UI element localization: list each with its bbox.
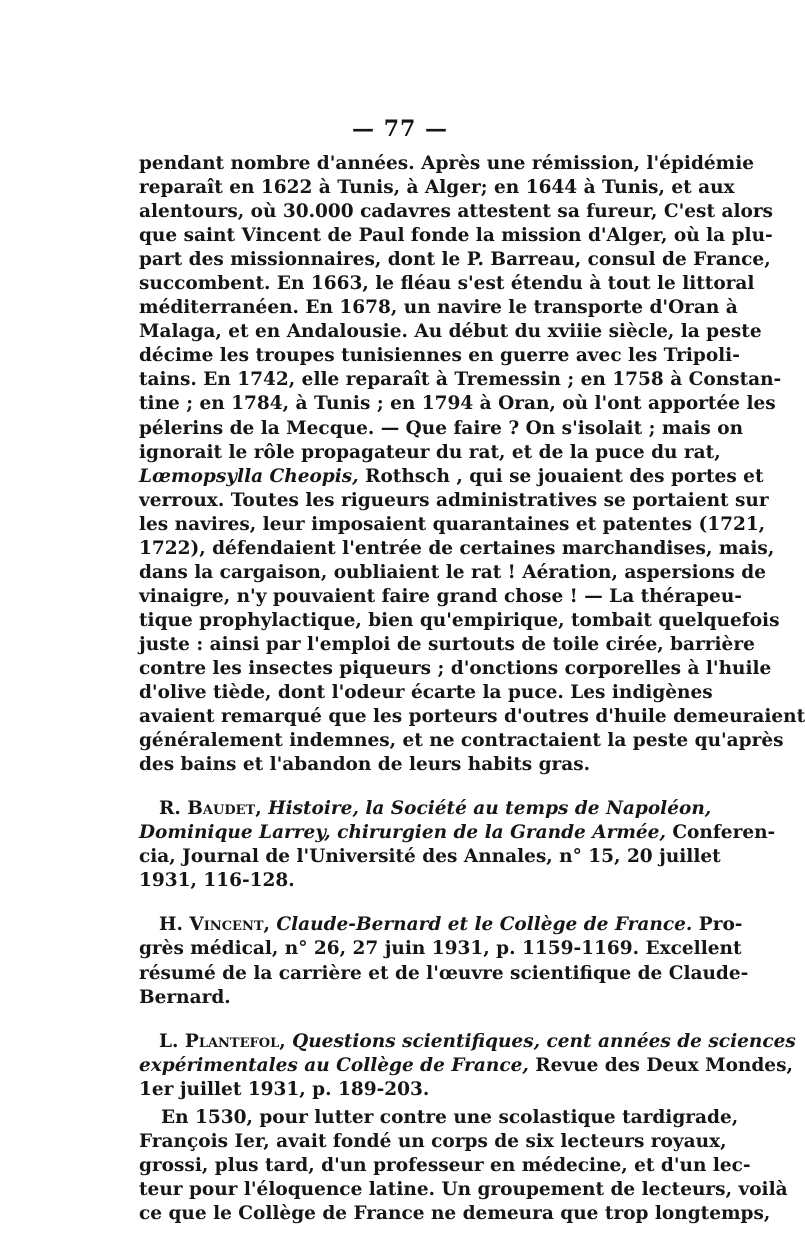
- text-line: pendant nombre d'années. Après une rémission, l'épidémie: [139, 153, 755, 174]
- text-line: grossi, plus tard, d'un professeur en médecine, et d'un lec-: [139, 1154, 751, 1176]
- reference-author: Vincent: [189, 914, 264, 936]
- reference-line: [139, 1054, 793, 1078]
- text-line: ignorait le rôle propagateur du rat, et de la puce du rat,: [139, 441, 721, 463]
- reference-vincent: [139, 913, 749, 1009]
- reference-initial: H.: [159, 914, 183, 936]
- text-line: tine ; en 1784, à Tunis ; en 1794 à Oran, où l'ont apportée les: [139, 393, 776, 415]
- text-line-rest: Rothsch , qui se jouaient des portes et: [358, 465, 764, 487]
- reference-line: 1er juillet 1931, p. 189-203.: [139, 1078, 430, 1100]
- reference-title: Claude-Bernard et le Collège de France.: [276, 914, 693, 936]
- text-line: teur pour l'éloquence latine. Un groupement de lecteurs, voilà: [139, 1178, 788, 1200]
- text-line: d'olive tiède, dont l'odeur écarte la puce. Les indigènes: [139, 682, 713, 704]
- reference-line: Bernard.: [139, 986, 231, 1008]
- text-line: dans la cargaison, oubliaient le rat ! Aération, aspersions de: [139, 561, 766, 583]
- reference-title: expérimentales au Collège de France,: [139, 1054, 529, 1076]
- reference-text: Revue des Deux Mondes,: [528, 1054, 793, 1076]
- reference-text: Conferen-: [665, 822, 776, 844]
- text-line: alentours, où 30.000 cadavres attestent sa fureur, C'est alors: [139, 201, 773, 223]
- text-line: que saint Vincent de Paul fonde la mission d'Alger, où la plu-: [139, 225, 773, 247]
- reference-baudet: [139, 797, 776, 893]
- page-body: [139, 152, 805, 1226]
- text-line: les navires, leur imposaient quarantaines et patentes (1721,: [139, 513, 766, 535]
- reference-title: Questions scientifiques, cent années de sciences: [292, 1030, 796, 1052]
- text-line: juste : ainsi par l'emploi de surtouts de toile cirée, barrière: [139, 633, 755, 655]
- text-line: succombent. En 1663, le fléau s'est étendu à tout le littoral: [139, 273, 755, 295]
- text-line: vinaigre, n'y pouvaient faire grand chose ! — La thérapeu-: [139, 585, 742, 607]
- text-line: reparaît en 1622 à Tunis, à Alger; en 1644 à Tunis, et aux: [139, 177, 735, 199]
- text-line: tique prophylactique, bien qu'empirique, tombait quelquefois: [139, 609, 780, 631]
- reference-author: Plantefol: [184, 1030, 280, 1052]
- reference-line: H. Vincent, Claude-Bernard et le Collège de France. Pro-: [159, 914, 743, 936]
- species-name: Lœmopsylla Cheopis,: [139, 465, 359, 487]
- reference-line: [139, 821, 776, 845]
- reference-initial: L.: [159, 1030, 179, 1052]
- reference-line: 1931, 116-128.: [139, 870, 295, 892]
- text-line: François Ier, avait fondé un corps de six lecteurs royaux,: [139, 1130, 727, 1152]
- text-line: tains. En 1742, elle reparaît à Tremessin ; en 1758 à Constan-: [139, 369, 782, 391]
- reference-plantefol: [139, 1030, 796, 1102]
- text-line: contre les insectes piqueurs ; d'onctions corporelles à l'huile: [139, 657, 772, 679]
- reference-title: Dominique Larrey, chirurgien de la Grande Armée,: [139, 822, 666, 844]
- text-line: ce que le Collège de France ne demeura que trop longtemps,: [139, 1202, 771, 1224]
- reference-line: R. Baudet, Histoire, la Société au temps de Napoléon,: [159, 798, 712, 820]
- text-line: Malaga, et en Andalousie. Au début du xviiie siècle, la peste: [139, 321, 762, 343]
- text-line: verroux. Toutes les rigueurs administratives se portaient sur: [139, 489, 769, 511]
- text-line: méditerranéen. En 1678, un navire le transporte d'Oran à: [139, 297, 738, 319]
- reference-author: Baudet: [187, 798, 256, 820]
- reference-line: résumé de la carrière et de l'œuvre scientifique de Claude-: [139, 962, 749, 984]
- reference-line: grès médical, n° 26, 27 juin 1931, p. 1159-1169. Excellent: [139, 938, 742, 960]
- page-number: — 77 —: [352, 116, 448, 142]
- closing-paragraph: [139, 1106, 788, 1226]
- text-line: décime les troupes tunisiennes en guerre avec les Tripoli-: [139, 345, 740, 367]
- text-line: pélerins de la Mecque. — Que faire ? On s'isolait ; mais on: [139, 417, 744, 439]
- text-line: avaient remarqué que les porteurs d'outres d'huile demeuraient: [139, 706, 805, 728]
- text-line: 1722), défendaient l'entrée de certaines marchandises, mais,: [139, 537, 775, 559]
- text-line: des bains et l'abandon de leurs habits gras.: [139, 754, 591, 776]
- text-line: En 1530, pour lutter contre une scolastique tardigrade,: [161, 1106, 739, 1128]
- reference-text: Pro-: [692, 914, 743, 936]
- main-paragraph: [139, 152, 805, 777]
- text-line: généralement indemnes, et ne contractaient la peste qu'après: [139, 730, 784, 752]
- reference-line: L. Plantefol, Questions scientifiques, cent années de sciences: [159, 1030, 796, 1052]
- reference-line: cia, Journal de l'Université des Annales, n° 15, 20 juillet: [139, 846, 721, 868]
- text-line-with-species: [139, 465, 764, 489]
- reference-title: Histoire, la Société au temps de Napoléon,: [268, 798, 712, 820]
- reference-initial: R.: [159, 798, 181, 820]
- text-line: part des missionnaires, dont le P. Barreau, consul de France,: [139, 249, 771, 271]
